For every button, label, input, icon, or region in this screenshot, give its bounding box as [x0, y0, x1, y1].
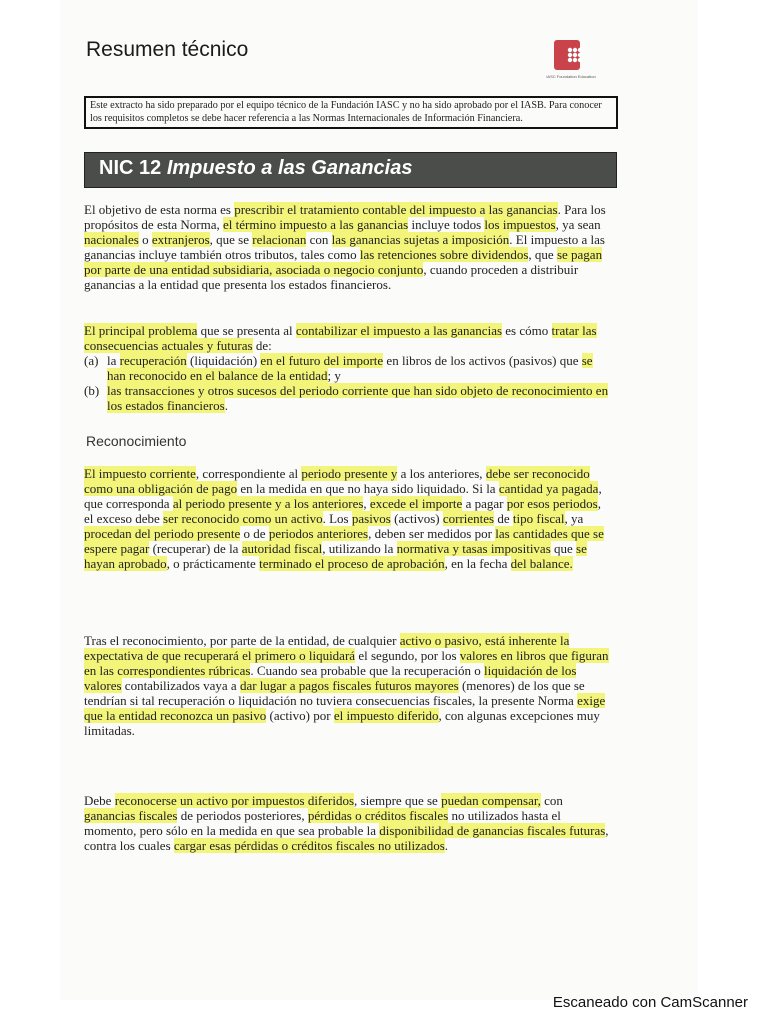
highlighted-text: liquidación de los valores	[84, 663, 577, 693]
intro-paragraph	[84, 202, 610, 292]
highlighted-text: dar lugar a pagos fiscales futuros mayores	[239, 678, 459, 693]
highlighted-text: las transacciones y otros sucesos del periodo corriente que han sido objeto de reconocimiento en los estados financieros	[107, 383, 609, 413]
highlighted-text: reconocerse un activo por impuestos diferidos	[114, 793, 355, 808]
text-run: o de	[240, 526, 269, 541]
text-run: .	[444, 838, 449, 853]
highlighted-text: los impuestos	[484, 217, 556, 232]
highlighted-text: pasivos	[351, 511, 391, 526]
list-item-text	[107, 383, 610, 413]
section-heading: Reconocimiento	[86, 433, 187, 449]
highlighted-text: terminado el proceso de aprobación	[259, 556, 445, 571]
highlighted-text: cargar esas pérdidas o créditos fiscales no utilizados	[173, 838, 445, 853]
list-item-text	[107, 353, 610, 383]
text-run: de periodos posteriores,	[177, 808, 308, 823]
highlighted-text: autoridad fiscal	[241, 541, 323, 556]
text-run: , siempre que se	[354, 793, 442, 808]
recognition-paragraph-3	[84, 793, 610, 853]
text-run: de:	[252, 338, 272, 353]
text-run: que	[550, 541, 577, 556]
text-run: . Para los propósitos de esta Norma,	[84, 202, 606, 232]
iasc-logo	[546, 40, 596, 98]
highlighted-text: se hayan aprobado	[84, 541, 587, 571]
problem-intro	[84, 323, 610, 353]
problem-paragraph	[84, 323, 610, 413]
disclaimer-box: Este extracto ha sido preparado por el equipo técnico de la Fundación IASC y no ha sido aprobado por el IASB. Para conocer los requisitos completos se debe hacer referencia a las Normas Internacionales de Información Financiera.	[84, 96, 618, 129]
text-run: , cuando proceden a distribuir ganancias a la entidad que presenta los estados financieros.	[84, 262, 579, 292]
text-run: con	[306, 232, 332, 247]
highlighted-text: ser reconocido como un activo	[163, 511, 323, 526]
highlighted-text: nacionales	[84, 232, 139, 247]
recognition-paragraph-1	[84, 466, 610, 571]
iasc-logo-mark	[554, 40, 580, 70]
highlighted-text: las cantidades que se espere pagar	[84, 526, 604, 556]
text-run: Tras el reconocimiento, por parte de la entidad, de cualquier	[84, 633, 400, 648]
list-item-label: (b)	[84, 383, 100, 398]
text-run: de	[494, 511, 513, 526]
text-run: (liquidación)	[186, 353, 261, 368]
text-run: , con algunas excepciones muy limitadas.	[84, 708, 600, 738]
logo-pattern-icon	[566, 46, 584, 64]
text-run: , que corresponda	[84, 481, 602, 511]
text-run: (recuperar) de la	[149, 541, 242, 556]
text-run: , deben ser medidos por	[368, 526, 496, 541]
text-run: . El impuesto a las ganancias incluye también otros tributos, tales como	[84, 232, 605, 262]
text-run: el segundo, por los	[355, 648, 460, 663]
highlighted-text: contabilizar el impuesto a las ganancias	[295, 323, 503, 338]
highlighted-text: periodo presente y	[301, 466, 398, 481]
text-run: Debe	[84, 793, 115, 808]
text-run: , en la fecha	[444, 556, 511, 571]
text-run: , el exceso debe	[84, 496, 601, 526]
highlighted-text: ganancias fiscales	[84, 808, 178, 823]
highlighted-text: extranjeros	[151, 232, 210, 247]
text-run: (activo) por	[266, 708, 334, 723]
highlighted-text: El impuesto corriente	[84, 466, 196, 481]
highlighted-text: el impuesto diferido	[333, 708, 439, 723]
text-run: , utilizando la	[322, 541, 397, 556]
list-item-label: (a)	[84, 353, 99, 368]
highlighted-text: relacionan	[252, 232, 307, 247]
highlighted-text: del balance.	[510, 556, 573, 571]
problem-list	[84, 353, 610, 413]
highlighted-text: El principal problema	[84, 323, 198, 338]
standard-title	[99, 157, 412, 180]
highlighted-text: exige que la entidad reconozca un pasivo	[84, 693, 606, 723]
standard-name: Impuesto a las Ganancias	[166, 157, 413, 179]
highlighted-text: tratar las consecuencias actuales y futuras	[84, 323, 597, 353]
text-run: o	[138, 232, 152, 247]
highlighted-text: corrientes	[442, 511, 495, 526]
highlighted-text: excede el importe	[369, 496, 463, 511]
text-run: , que	[528, 247, 557, 262]
highlighted-text: las ganancias sujetas a imposición	[331, 232, 510, 247]
text-run: , ya sean	[555, 217, 601, 232]
logo-caption: IASC Foundation Education	[546, 74, 596, 79]
highlighted-text: prescribir el tratamiento contable del impuesto a las ganancias	[234, 202, 558, 217]
text-run: contabilizados vaya a	[121, 678, 240, 693]
scanner-watermark: Escaneado con CamScanner	[552, 994, 748, 1011]
text-run: , que se	[209, 232, 253, 247]
highlighted-text: disponibilidad de ganancias fiscales futuras	[379, 823, 606, 838]
text-run: ; y	[327, 368, 341, 383]
highlighted-text: periodos anteriores	[268, 526, 369, 541]
highlighted-text: puedan compensar,	[441, 793, 541, 808]
highlighted-text: al periodo presente y a los anteriores	[172, 496, 364, 511]
page-title: Resumen técnico	[86, 38, 249, 61]
text-run: en libros de los activos (pasivos) que	[383, 353, 582, 368]
text-run: (activos)	[390, 511, 443, 526]
text-run: no utilizados hasta el momento, pero sólo en la medida en que sea probable la	[84, 808, 561, 838]
recognition-paragraph-2	[84, 633, 610, 738]
list-item	[84, 353, 610, 383]
highlighted-text: pérdidas o créditos fiscales	[307, 808, 449, 823]
text-run: la	[107, 353, 120, 368]
standard-banner	[84, 152, 617, 188]
text-run: El objetivo de esta norma es	[84, 202, 235, 217]
highlighted-text: normativa y tasas impositivas	[396, 541, 551, 556]
text-run: con	[540, 793, 563, 808]
highlighted-text: el término impuesto a las ganancias	[223, 217, 409, 232]
text-run: . Cuando sea probable que la recuperación o	[250, 663, 484, 678]
highlighted-text: las retenciones sobre dividendos	[359, 247, 529, 262]
highlighted-text: tipo fiscal	[512, 511, 565, 526]
highlighted-text: valores en libros que figuran en las correspondientes rúbricas	[84, 648, 609, 678]
text-run: (menores) de los que se tendrían si tal recuperación o liquidación no tuviera consecuencias fiscales, la presente Norma	[84, 678, 585, 708]
text-run: en la medida en que no haya sido liquidado. Si la	[237, 481, 499, 496]
highlighted-text: se han reconocido en el balance de la entidad	[107, 353, 593, 383]
text-run: a los anteriores,	[397, 466, 486, 481]
text-run: . Los	[322, 511, 352, 526]
list-item	[84, 383, 610, 413]
highlighted-text: activo o pasivo, está inherente la expectativa de que recuperará el primero o liquidará	[84, 633, 570, 663]
standard-code: NIC 12	[99, 157, 162, 179]
text-run: es cómo	[502, 323, 552, 338]
text-run: , ya	[564, 511, 584, 526]
highlighted-text: en el futuro del importe	[260, 353, 384, 368]
highlighted-text: recuperación	[119, 353, 187, 368]
highlighted-text: se pagan por parte de una entidad subsidiaria, asociada o negocio conjunto	[84, 247, 603, 277]
text-run: , o prácticamente	[166, 556, 260, 571]
text-run: ,	[363, 496, 370, 511]
highlighted-text: por esos periodos	[506, 496, 598, 511]
text-run: .	[224, 398, 228, 413]
text-run: , contra los cuales	[84, 823, 609, 853]
highlighted-text: procedan del periodo presente	[84, 526, 241, 541]
highlighted-text: debe ser reconocido como una obligación de pago	[84, 466, 590, 496]
text-run: que se presenta al	[197, 323, 296, 338]
text-run: incluye todos	[408, 217, 485, 232]
text-run: a pagar	[462, 496, 507, 511]
text-run: , correspondiente al	[195, 466, 302, 481]
highlighted-text: cantidad ya pagada	[498, 481, 599, 496]
